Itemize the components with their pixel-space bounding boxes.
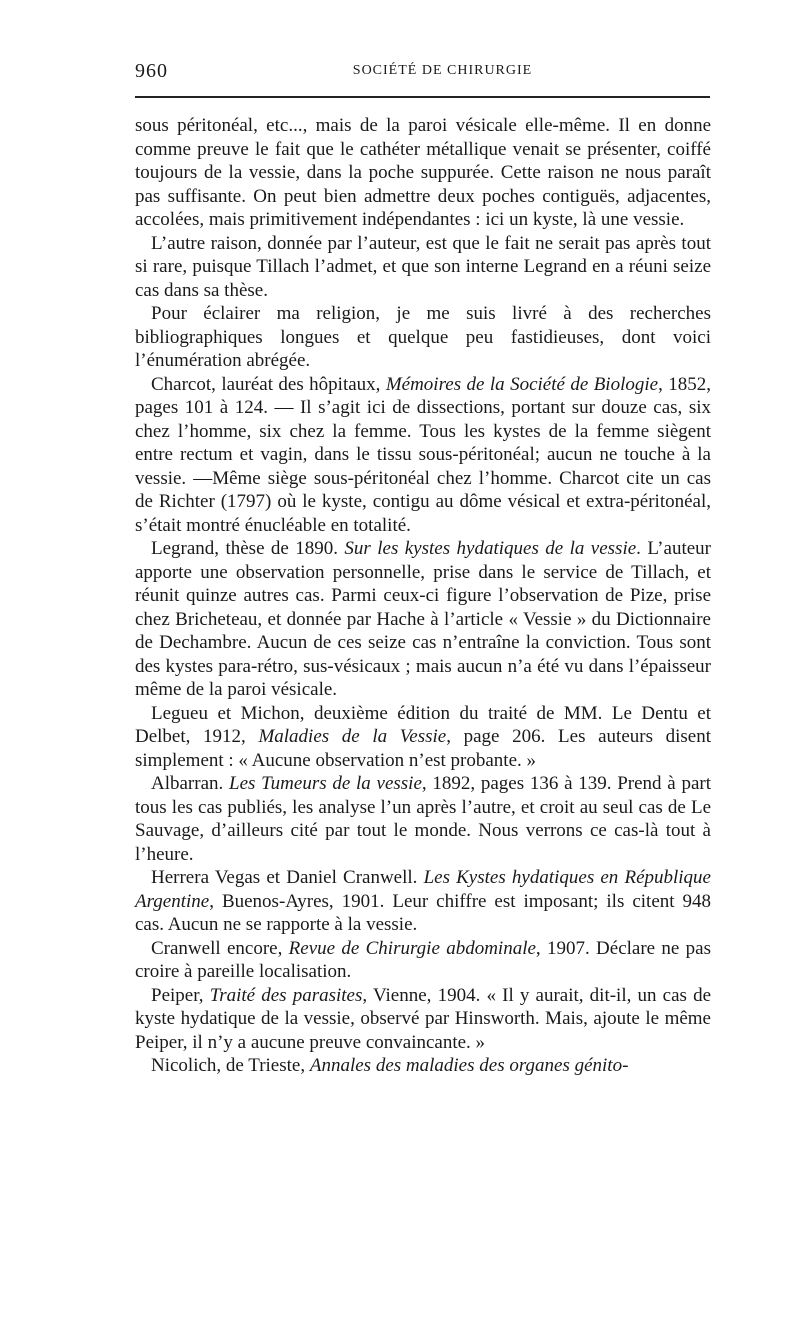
paragraph: Cranwell encore, Revue de Chirurgie abdominale, 1907. Déclare ne pas croire à pareille localisation.: [135, 937, 711, 982]
paragraph: L’autre raison, donnée par l’auteur, est que le fait ne serait pas après tout si rare, puisque Tillach l’admet, et que son interne Legrand en a réuni seize cas dans sa thèse.: [135, 232, 711, 301]
citation-title: Les Tumeurs de la vessie: [229, 773, 422, 794]
citation-title: Revue de Chirurgie abdominale: [288, 937, 536, 959]
paragraph: Legueu et Michon, deuxième édition du traité de MM. Le Dentu et Delbet, 1912, Maladies de la Vessie, page 206. Les auteurs disent simplement : « Aucune observation n’est probante. »: [135, 702, 711, 771]
paragraph: Legrand, thèse de 1890. Sur les kystes hydatiques de la vessie. L’auteur apporte une observation personnelle, prise dans le service de Tillach, et réunit quinze autres cas. Parmi ceux-ci figure l’observation de Pize, prise chez Bricheteau, et donnée par Hache à l’article « Vessie » du Dictionnaire de Dechambre. Aucun de ces seize cas n’entraîne la conviction. Tous sont des kystes para-rétro, sus-vésicaux ; mais aucun n’a été vu dans l’épaisseur même de la paroi vésicale.: [135, 538, 711, 700]
page-header: [135, 60, 710, 86]
citation-title: Les Kystes hydatiques en République Argentine: [135, 867, 711, 912]
paragraph: Pour éclairer ma religion, je me suis livré à des recherches bibliographiques longues et quelque peu fastidieuses, dont voici l’énumération abrégée.: [135, 303, 711, 371]
paragraph: Nicolich, de Trieste, Annales des maladies des organes génito-: [151, 1055, 629, 1076]
paragraph: sous péritonéal, etc..., mais de la paroi vésicale elle-même. Il en donne comme preuve le fait que le cathéter métallique venait se présenter, coiffé toujours de la vessie, dans la poche suppurée. Cette raison ne nous paraît pas suffisante. On peut bien admettre deux poches contiguës, adjacentes, accolées, mais primitivement indépendantes : ici un kyste, là une vessie.: [135, 115, 711, 230]
citation-title: Mémoires de la Société de Biologie: [385, 373, 659, 395]
citation-title: Maladies de la Vessie: [258, 726, 447, 747]
citation-title: Sur les kystes hydatiques de la vessie: [344, 538, 637, 559]
page-number: 960: [135, 60, 168, 82]
citation-title: Annales des maladies des organes génito-: [309, 1055, 629, 1076]
header-rule: [135, 96, 710, 98]
citation-title: Traité des parasites: [209, 984, 363, 1006]
paragraph: Peiper, Traité des parasites, Vienne, 1904. « Il y aurait, dit-il, un cas de kyste hydatique de la vessie, observé par Hinsworth. Mais, ajoute le même Peiper, il n’y a aucune preuve convaincante. »: [135, 984, 712, 1053]
paragraph: Albarran. Les Tumeurs de la vessie, 1892, pages 136 à 139. Prend à part tous les cas publiés, les analyse l’un après l’autre, et croit au seul cas de Le Sauvage, d’ailleurs cité par tout le monde. Nous verrons ce cas-là tout à l’heure.: [135, 773, 711, 865]
body-text: [135, 114, 711, 1078]
paragraph: Charcot, lauréat des hôpitaux, Mémoires de la Société de Biologie, 1852, pages 101 à 124. — Il s’agit ici de dissections, portant sur douze cas, six chez l’homme, six chez la femme. Tous les kystes de la femme siègent entre rectum et vagin, dans le tissu sous-péritonéal; aucun ne touche à la vessie. —Même siège sous-péritonéal chez l’homme. Charcot cite un cas de Richter (1797) où le kyste, contigu au dôme vésical et extra-péritonéal, s’était montré énucléable en totalité.: [135, 373, 711, 536]
running-title: SOCIÉTÉ DE CHIRURGIE: [352, 63, 533, 78]
paragraph: Herrera Vegas et Daniel Cranwell. Les Kystes hydatiques en République Argentine, Buenos-Ayres, 1901. Leur chiffre est imposant; ils citent 948 cas. Aucun ne se rapporte à la vessie.: [135, 867, 711, 935]
